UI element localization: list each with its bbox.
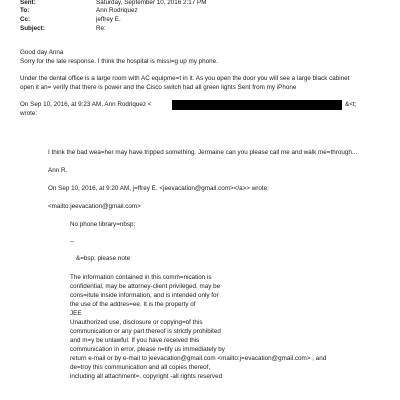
disclaimer-line: and m=y be unlawful. If you have received this (70, 337, 200, 344)
quote-body: I think the bad wea=her may have tripped something. Jermaine can you please call me and walk me=through... (48, 149, 358, 156)
quote-header-end: &<t; (345, 101, 357, 108)
disclaimer-line: communication in error, please n=tify us immediately by (70, 346, 225, 353)
greeting: Good day Anna (20, 49, 64, 56)
cc-value: jeffrey E. (96, 16, 121, 23)
sent-label: Sent: (20, 0, 36, 6)
quote-line: No phone library=nbsp; (70, 221, 136, 228)
redaction-bar (172, 100, 342, 110)
to-label: To: (20, 7, 30, 14)
quote-dashes: -- (70, 238, 75, 245)
reply-line: Under the dental office is a large room with AC equipme=t in it. As you open the door you will see a large black cabinet (20, 75, 350, 82)
subject-label: Subject: (20, 25, 45, 32)
cc-label: Cc: (20, 16, 31, 23)
disclaimer-line: JEE (70, 310, 82, 317)
quote-line: &=bsp; please note (76, 255, 131, 262)
disclaimer-line: Unauthorized use, disclosure or copying=of this (70, 319, 203, 326)
quote-wrote: wrote: (20, 110, 38, 117)
disclaimer-line: the use of the addres=ee. It is the property of (70, 301, 196, 308)
subject-value: Re: (96, 25, 106, 32)
quote-header: On Sep 10, 2016, at 9:23 AM, Ann Rodriquez < (20, 101, 152, 108)
disclaimer-line: communication or any part thereof is strictly prohibited (70, 328, 221, 335)
disclaimer-line: The information contained in this comm=nication is (70, 274, 212, 281)
reply-line: Sorry for the late response. I think the hospital is missi=g up my phone. (20, 58, 218, 65)
to-value: Ann Rodriquez (96, 7, 138, 14)
quote-signature: Ann R. (48, 167, 68, 174)
disclaimer-line: return e-mail or by e-mail to jeevacation@gmail.com <mailto:j=evacation@gmail.com> , and (70, 355, 327, 362)
disclaimer-line: cons=itute inside information, and is intended only for (70, 292, 219, 299)
disclaimer-line: including all attachment=. copyright -all rights reserved (70, 373, 223, 380)
mailto-link[interactable]: <mailto:jeevacation@gmail.com> (48, 203, 141, 210)
quote-header: On Sep 10, 2016, at 9:20 AM, j=ffrey E. <jeevacation@gmail.com></a>> wrote: (48, 185, 269, 192)
reply-line: open it an= verify that there is power and the Cisco switch had all green lights Sent from my iPhone (20, 84, 297, 91)
sent-value: Saturday, September 10, 2016 2:17 PM (96, 0, 207, 6)
disclaimer-line: confidential, may be attorney-client privileged, may be (70, 283, 221, 290)
disclaimer-line: de=troy this communication and all copies thereof, (70, 364, 211, 371)
